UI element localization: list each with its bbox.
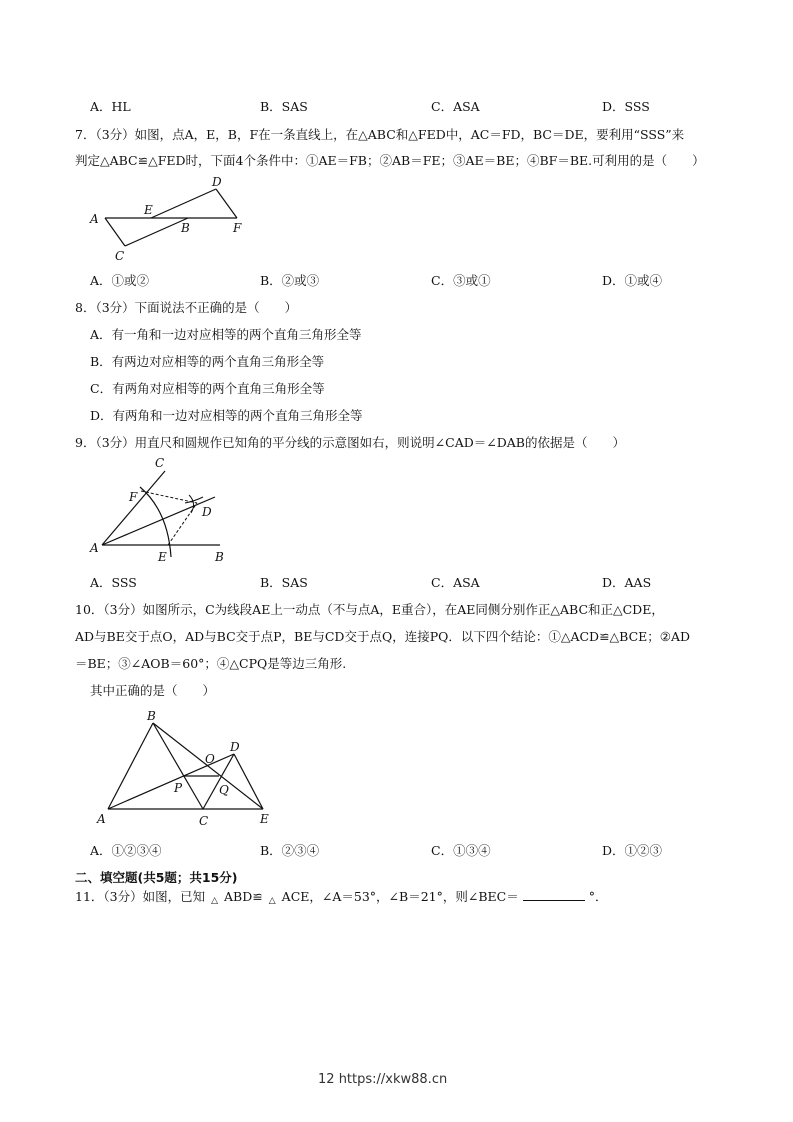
q9-option-b: B．SAS — [260, 575, 308, 590]
triangle-icon: △ — [211, 896, 219, 906]
q10-option-a: A．①②③④ — [90, 843, 162, 858]
q8-option-d: D．有两角和一边对应相等的两个直角三角形全等 — [90, 408, 363, 423]
q10-segment-bc — [153, 723, 203, 809]
q10-label-q: Q — [219, 783, 229, 797]
q10-label-c: C — [199, 814, 209, 828]
q10-stem-line2: AD与BE交于点O，AD与BC交于点P，BE与CD交于点Q，连接PQ．以下四个结论：①△ACD≌△BCE；②AD — [75, 629, 691, 644]
q11-stem-part4: °． — [588, 889, 608, 904]
page-number: 12 — [318, 1072, 335, 1087]
q10-label-e: E — [260, 812, 269, 826]
q7-label-d: D — [212, 175, 222, 189]
section-title-fill-in: 二、填空题(共5题；共15分) — [75, 870, 238, 885]
q10-label-d: D — [230, 740, 240, 754]
page-footer — [318, 1072, 447, 1087]
q7-label-e: E — [144, 203, 153, 217]
q10-segment-de — [234, 754, 263, 809]
q6-option-d: D．SSS — [602, 99, 650, 114]
q9-label-c: C — [155, 456, 165, 470]
q10-stem-line3: ＝BE；③∠AOB＝60°；④△CPQ是等边三角形. — [75, 656, 347, 671]
q7-segment-df — [216, 189, 237, 218]
q7-option-d: D．①或④ — [602, 273, 663, 288]
q11-stem-part2: ABD≌ — [224, 889, 263, 904]
q11-stem-part1: 11．（3分）如图，已知 — [75, 889, 206, 904]
q9-option-a: A．SSS — [90, 575, 137, 590]
q10-segment-be — [153, 723, 263, 809]
q11-answer-blank — [523, 888, 585, 901]
q6-option-b: B．SAS — [260, 99, 308, 114]
q10-label-a: A — [97, 812, 106, 826]
q7-segment-ac — [105, 218, 125, 246]
q10-figure — [95, 705, 275, 830]
q9-ray-ac — [102, 471, 165, 545]
q10-label-o: O — [205, 752, 215, 766]
q9-option-c: C．ASA — [431, 575, 480, 590]
q9-label-a: A — [90, 541, 99, 555]
q9-label-f: F — [129, 490, 138, 504]
q9-label-d: D — [202, 505, 212, 519]
source-url: https://xkw88.cn — [338, 1072, 448, 1087]
q11-stem-part3: ACE，∠A＝53°，∠B＝21°，则∠BEC＝ — [281, 889, 519, 904]
q10-segment-ad — [108, 754, 234, 809]
q9-stem: 9．（3分）用直尺和圆规作已知角的平分线的示意图如右，则说明∠CAD＝∠DAB的依据是（ ） — [75, 435, 625, 450]
q9-arc-mark-1 — [189, 495, 194, 513]
triangle-icon: △ — [268, 896, 276, 906]
q7-stem-line1: 7．（3分）如图，点A，E，B，F在一条直线上，在△ABC和△FED中，AC＝FD，BC＝DE，要利用“SSS”来 — [75, 127, 685, 142]
q7-segment-ed — [151, 189, 216, 218]
q7-option-a: A．①或② — [90, 273, 150, 288]
q7-label-c: C — [115, 249, 125, 263]
q10-segment-ab — [108, 723, 153, 809]
q8-option-c: C．有两角对应相等的两个直角三角形全等 — [90, 381, 325, 396]
q10-label-b: B — [147, 709, 156, 723]
q10-option-c: C．①③④ — [431, 843, 491, 858]
q7-label-b: B — [181, 221, 190, 235]
q11-stem — [75, 887, 607, 905]
q8-option-a: A．有一角和一边对应相等的两个直角三角形全等 — [90, 327, 362, 342]
q9-option-d: D．AAS — [602, 575, 652, 590]
q9-figure — [85, 453, 245, 568]
q9-bisector-ad — [102, 497, 215, 545]
q8-option-b: B．有两边对应相等的两个直角三角形全等 — [90, 354, 325, 369]
q7-segment-cb — [125, 218, 188, 246]
q7-label-a: A — [90, 212, 99, 226]
q7-figure — [85, 172, 260, 264]
q9-arc-mark-2 — [185, 497, 203, 503]
q7-option-c: C．③或① — [431, 273, 491, 288]
q6-option-c: C．ASA — [431, 99, 480, 114]
q7-option-b: B．②或③ — [260, 273, 320, 288]
q10-stem-line4: 其中正确的是（ ） — [90, 683, 216, 698]
q10-stem-line1: 10．（3分）如图所示，C为线段AE上一动点（不与点A，E重合），在AE同侧分别作正△ABC和正△CDE， — [75, 602, 664, 617]
q10-label-p: P — [174, 781, 183, 795]
q9-label-e: E — [158, 550, 167, 564]
q7-label-f: F — [233, 221, 242, 235]
q10-option-b: B．②③④ — [260, 843, 320, 858]
q10-option-d: D．①②③ — [602, 843, 663, 858]
q9-label-b: B — [215, 550, 224, 564]
q8-stem: 8．（3分）下面说法不正确的是（ ） — [75, 300, 298, 315]
q6-option-a: A．HL — [90, 99, 131, 114]
q7-stem-line2: 判定△ABC≌△FED时，下面4个条件中：①AE＝FB；②AB＝FE；③AE＝BE；④BF＝BE.可利用的是（ ） — [75, 153, 705, 168]
